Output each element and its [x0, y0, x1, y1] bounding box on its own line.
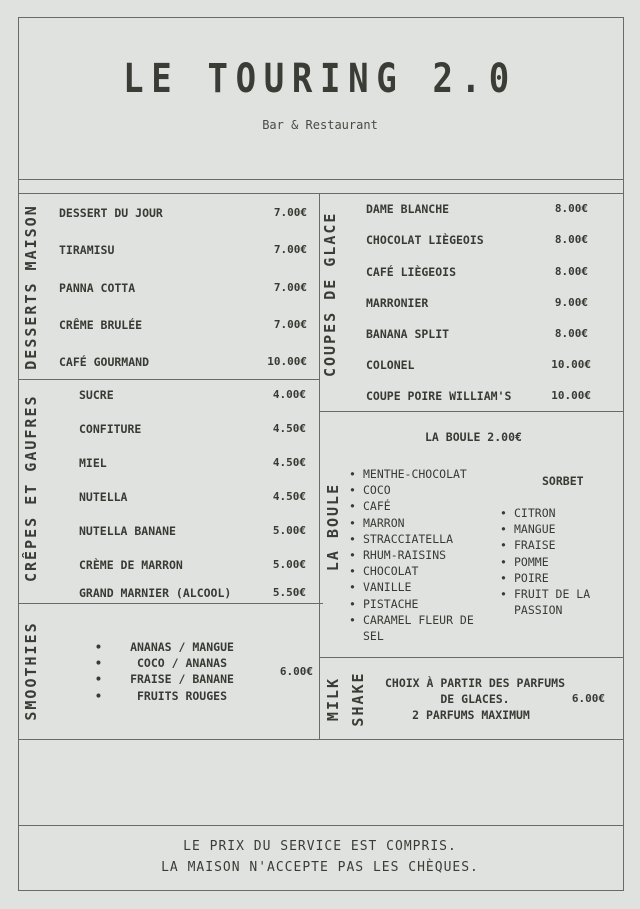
list-item: • STRACCIATELLA	[349, 531, 489, 547]
list-item: • MARRON	[349, 515, 489, 531]
menu-item-name: CRÊME BRULÉE	[59, 318, 143, 332]
milkshake-description-line3: 2 PARFUMS MAXIMUM	[412, 708, 530, 722]
list-item: • COCO	[349, 482, 489, 498]
list-item: • COCO / ANANAS	[95, 655, 255, 671]
menu-item-name: MARRONIER	[366, 296, 429, 310]
sorbet-heading: SORBET	[542, 474, 584, 488]
menu-item-price: 4.00€	[272, 388, 306, 401]
menu-item-price: 8.00€	[554, 233, 588, 246]
boule-flavors-list	[349, 466, 489, 644]
menu-frame	[18, 17, 624, 891]
list-item: • CAFÉ	[349, 498, 489, 514]
page-subtitle: Bar & Restaurant	[262, 118, 378, 132]
milkshake-description-line1: CHOIX À PARTIR DES PARFUMS	[384, 676, 565, 690]
menu-item-name: DESSERT DU JOUR	[59, 206, 163, 220]
menu-item-price: 8.00€	[554, 265, 588, 278]
list-item: • CARAMEL FLEUR DE SEL	[349, 612, 489, 644]
list-item: • MENTHE-CHOCOLAT	[349, 466, 489, 482]
menu-item-price: 7.00€	[273, 318, 307, 331]
list-item: • VANILLE	[349, 579, 489, 595]
menu-item-name: TIRAMISU	[59, 243, 115, 257]
divider	[18, 603, 323, 604]
divider	[319, 411, 624, 412]
menu-item-price: 4.50€	[272, 490, 306, 503]
menu-item-name: CHOCOLAT LIÈGEOIS	[366, 233, 484, 247]
menu-item-name: GRAND MARNIER (ALCOOL)	[79, 586, 232, 600]
sorbet-list	[500, 505, 610, 618]
list-item: • RHUM-RAISINS	[349, 547, 489, 563]
coupes-label: COUPES DE GLACE	[321, 211, 339, 377]
menu-item-price: 10.00€	[551, 358, 591, 371]
smoothies-price: 6.00€	[279, 665, 313, 678]
list-item: • FRUITS ROUGES	[95, 688, 255, 704]
menu-item-name: CRÈME DE MARRON	[79, 558, 183, 572]
divider	[18, 179, 624, 180]
menu-item-name: BANANA SPLIT	[366, 327, 450, 341]
list-item: • POIRE	[500, 570, 610, 586]
menu-item-name: CONFITURE	[79, 422, 142, 436]
menu-item-name: SUCRE	[79, 388, 114, 402]
menu-item-price: 7.00€	[273, 281, 307, 294]
menu-item-price: 4.50€	[272, 456, 306, 469]
desserts-label: DESSERTS MAISON	[22, 204, 40, 370]
divider	[18, 739, 624, 740]
list-item: • ANANAS / MANGUE	[95, 639, 255, 655]
menu-item-price: 10.00€	[551, 389, 591, 402]
list-item: • PISTACHE	[349, 596, 489, 612]
menu-item-price: 7.00€	[273, 243, 307, 256]
smoothies-list	[95, 639, 255, 704]
footer-line-2: LA MAISON N'ACCEPTE PAS LES CHÈQUES.	[161, 860, 479, 875]
menu-item-name: DAME BLANCHE	[366, 202, 450, 216]
list-item: • FRUIT DE LA PASSION	[500, 586, 610, 618]
menu-item-name: NUTELLA	[79, 490, 128, 504]
divider	[319, 657, 624, 658]
divider	[18, 193, 624, 194]
menu-item-name: COUPE POIRE WILLIAM'S	[366, 389, 512, 403]
menu-item-name: NUTELLA BANANE	[79, 524, 176, 538]
milkshake-price: 6.00€	[571, 692, 605, 705]
menu-item-price: 10.00€	[267, 355, 307, 368]
boule-heading: LA BOULE 2.00€	[425, 430, 522, 444]
menu-item-name: COLONEL	[366, 358, 415, 372]
menu-item-price: 9.00€	[554, 296, 588, 309]
crepes-label: CRÊPES ET GAUFRES	[22, 394, 40, 582]
list-item: • CITRON	[500, 505, 610, 521]
menu-item-price: 7.00€	[273, 206, 307, 219]
list-item: • FRAISE	[500, 537, 610, 553]
divider	[18, 379, 319, 380]
menu-item-name: CAFÉ LIÈGEOIS	[366, 265, 457, 279]
smoothies-label: SMOOTHIES	[22, 621, 40, 721]
footer-line-1: LE PRIX DU SERVICE EST COMPRIS.	[183, 839, 457, 854]
menu-item-price: 8.00€	[554, 202, 588, 215]
boule-label: LA BOULE	[324, 482, 342, 572]
menu-item-name: PANNA COTTA	[59, 281, 136, 295]
menu-item-name: MIEL	[79, 456, 107, 470]
menu-item-price: 4.50€	[272, 422, 306, 435]
list-item: • MANGUE	[500, 521, 610, 537]
menu-item-price: 5.00€	[272, 524, 306, 537]
divider	[18, 825, 624, 826]
milkshake-description-line2: DE GLACES.	[440, 692, 510, 706]
milkshake-label-line2: SHAKE	[349, 671, 367, 727]
list-item: • CHOCOLAT	[349, 563, 489, 579]
menu-item-price: 8.00€	[554, 327, 588, 340]
milkshake-label-line1: MILK	[324, 676, 342, 722]
list-item: • POMME	[500, 554, 610, 570]
menu-item-name: CAFÉ GOURMAND	[59, 355, 150, 369]
page-title: LE TOURING 2.0	[123, 56, 517, 102]
list-item: • FRAISE / BANANE	[95, 671, 255, 687]
menu-item-price: 5.50€	[272, 586, 306, 599]
menu-item-price: 5.00€	[272, 558, 306, 571]
